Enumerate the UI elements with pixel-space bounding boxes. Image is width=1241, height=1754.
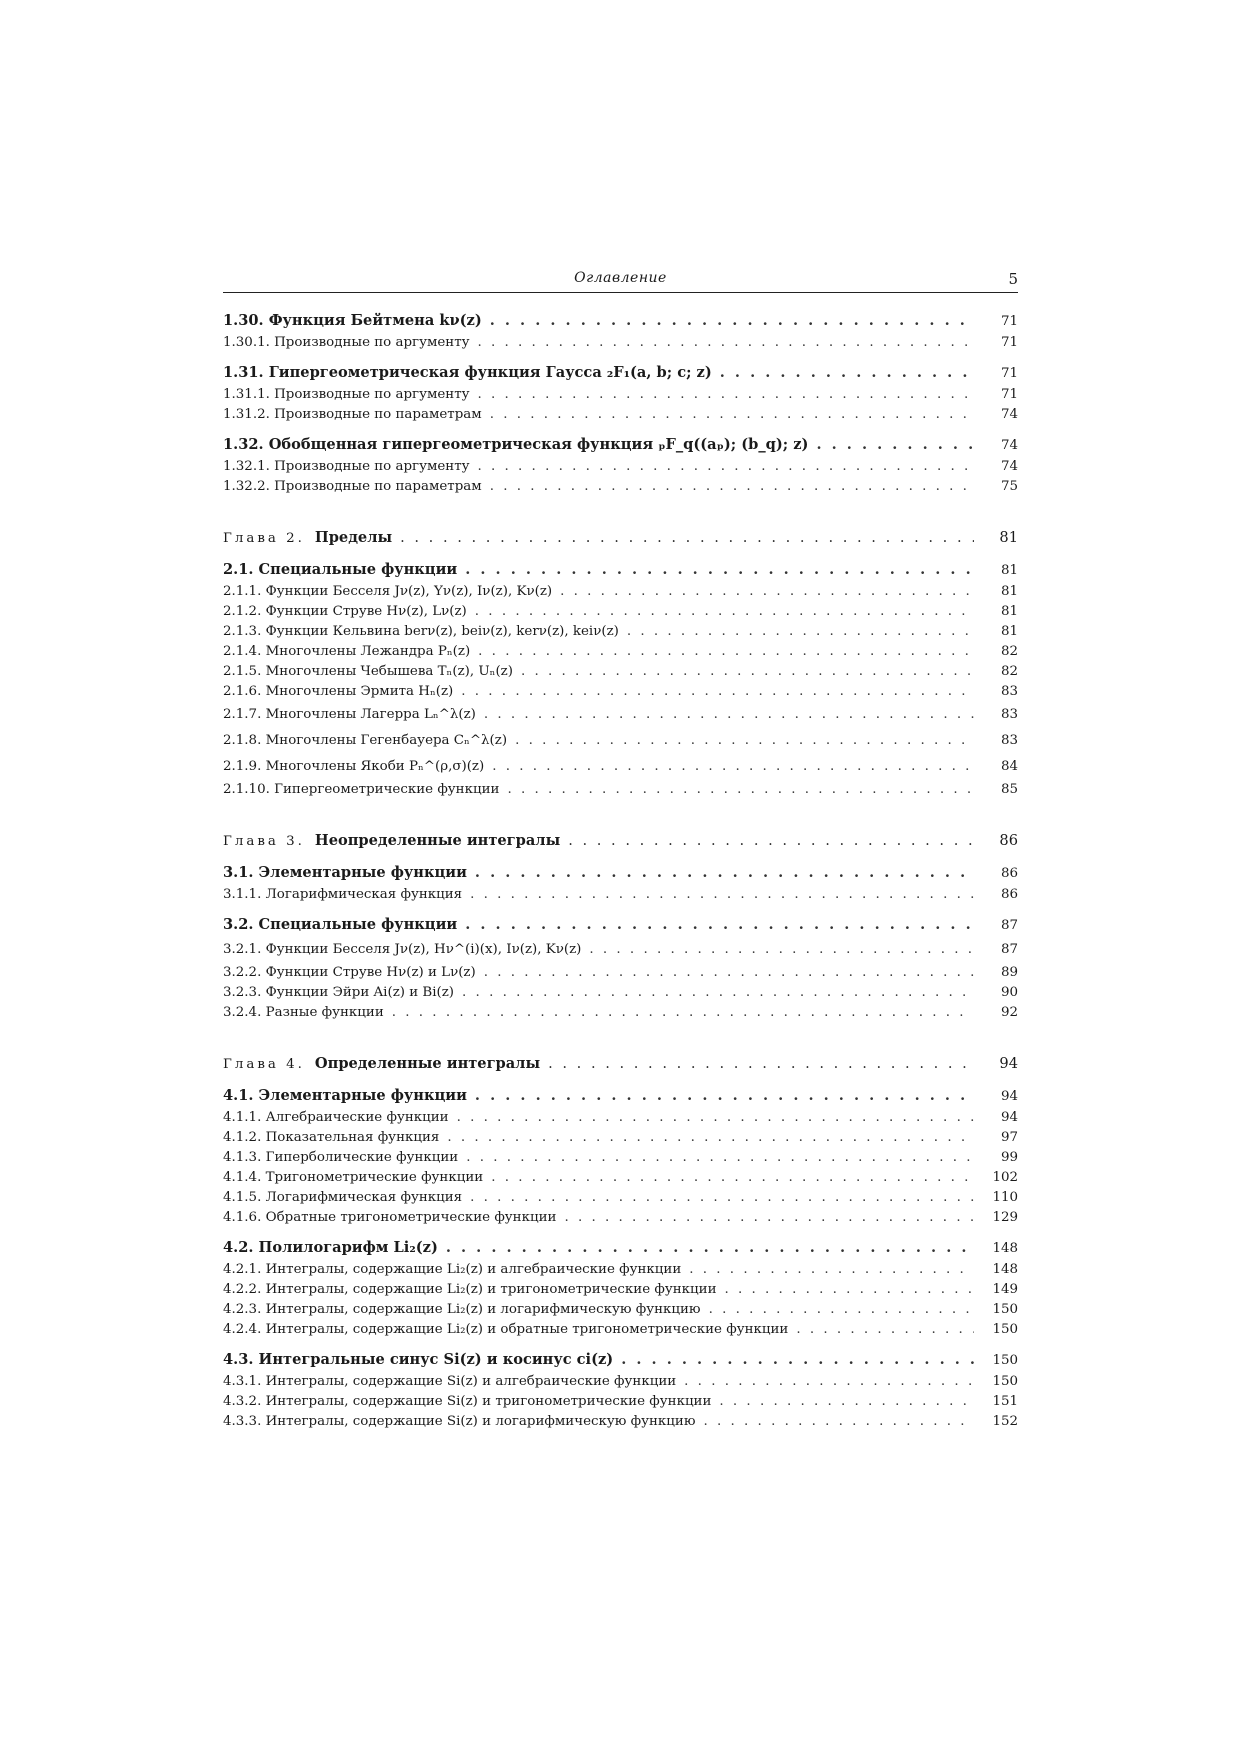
entry-title: 4.1.5. Логарифмическая функция — [223, 1190, 463, 1205]
toc-subsection[interactable] — [223, 1188, 1018, 1208]
entry-title: 1.32.1. Производные по аргументу — [223, 459, 470, 474]
dot-leader — [484, 702, 974, 728]
entry-page-number: 71 — [1000, 314, 1018, 329]
entry-title: 4.2.2. Интегралы, содержащие Li₂(z) и тригонометрические функции — [223, 1282, 717, 1297]
toc-subsection[interactable] — [223, 728, 1018, 754]
spacer — [223, 353, 1018, 362]
entry-page-number: 74 — [1000, 438, 1018, 453]
entry-page-number: 71 — [1000, 335, 1018, 350]
entry-title: 2.1.10. Гипергеометрические функции — [223, 782, 500, 797]
toc-subsection[interactable] — [223, 682, 1018, 702]
entry-page-number: 81 — [1000, 604, 1018, 619]
entry-page-number: 82 — [1000, 644, 1018, 659]
spacer — [223, 1076, 1018, 1085]
entry-page-number: 71 — [1000, 366, 1018, 381]
entry-page-number: 74 — [1000, 459, 1018, 474]
dot-leader — [446, 1237, 974, 1259]
entry-title: 4.2.3. Интегралы, содержащие Li₂(z) и логарифмическую функцию — [223, 1302, 701, 1317]
dot-leader — [470, 1188, 974, 1208]
chapter-title: Определенные интегралы — [314, 1055, 541, 1072]
dot-leader — [475, 862, 974, 884]
entry-page-number: 83 — [1000, 707, 1018, 722]
dot-leader — [475, 1085, 974, 1107]
entry-title: 4.1.1. Алгебраические функции — [223, 1110, 449, 1125]
entry-title: 3.1. Элементарные функции — [223, 864, 467, 881]
entry-title: 2.1.4. Многочлены Лежандра Pₙ(z) — [223, 644, 471, 659]
entry-title: 2.1.5. Многочлены Чебышева Tₙ(z), Uₙ(z) — [223, 664, 513, 679]
spacer — [223, 1023, 1018, 1053]
dot-leader — [475, 602, 974, 622]
dot-leader — [564, 1208, 974, 1228]
toc-subsection[interactable] — [223, 1280, 1018, 1300]
dot-leader — [521, 662, 974, 682]
entry-title: 4.3. Интегральные синус Si(z) и косинус ci(z) — [223, 1351, 614, 1368]
entry-page-number: 75 — [1000, 479, 1018, 494]
header-page-number: 5 — [1008, 270, 1018, 288]
dot-leader — [709, 1300, 974, 1320]
dot-leader — [621, 1349, 974, 1371]
dot-leader — [457, 1108, 974, 1128]
dot-leader — [689, 1260, 974, 1280]
entry-title: 4.2.4. Интегралы, содержащие Li₂(z) и обратные тригонометрические функции — [223, 1322, 789, 1337]
dot-leader — [478, 642, 974, 662]
entry-page-number: 89 — [1000, 965, 1018, 980]
toc-chapter[interactable] — [223, 527, 1018, 550]
entry-page-number: 81 — [1000, 563, 1018, 578]
entry-page-number: 92 — [1000, 1005, 1018, 1020]
entry-page-number: 83 — [1000, 684, 1018, 699]
entry-title: 4.1.6. Обратные тригонометрические функции — [223, 1210, 557, 1225]
toc-subsection[interactable] — [223, 662, 1018, 682]
entry-page-number: 151 — [992, 1394, 1018, 1409]
entry-page-number: 83 — [1000, 733, 1018, 748]
entry-title: 1.32.2. Производные по параметрам — [223, 479, 482, 494]
entry-page-number: 86 — [1000, 887, 1018, 902]
toc-subsection[interactable] — [223, 1168, 1018, 1188]
toc-subsection[interactable] — [223, 937, 1018, 963]
entry-title: 1.32. Обобщенная гипергеометрическая функция ₚF_q((aₚ); (b_q); z) — [223, 436, 809, 453]
toc-subsection[interactable] — [223, 1108, 1018, 1128]
dot-leader — [484, 963, 974, 983]
toc-section[interactable] — [223, 434, 1018, 457]
dot-leader — [796, 1320, 974, 1340]
entry-page-number: 152 — [992, 1414, 1018, 1429]
entry-title: 3.2.2. Функции Струве Hν(z) и Lν(z) — [223, 965, 476, 980]
entry-page-number: 99 — [1000, 1150, 1018, 1165]
toc-subsection[interactable] — [223, 963, 1018, 983]
toc-subsection[interactable] — [223, 385, 1018, 405]
entry-title: 3.2.1. Функции Бесселя Jν(z), Hν^(i)(x), Iν(z), Kν(z) — [223, 942, 582, 957]
entry-title: 1.31.2. Производные по параметрам — [223, 407, 482, 422]
spacer — [223, 497, 1018, 527]
entry-title: 1.31.1. Производные по аргументу — [223, 387, 470, 402]
toc-subsection[interactable] — [223, 780, 1018, 800]
entry-title: 1.31. Гипергеометрическая функция Гаусса ₂F₁(a, b; c; z) — [223, 364, 712, 381]
entry-page-number: 74 — [1000, 407, 1018, 422]
entry-page-number: 94 — [1000, 1110, 1018, 1125]
dot-leader — [478, 333, 975, 353]
entry-page-number: 85 — [1000, 782, 1018, 797]
entry-title: 1.30. Функция Бейтмена kν(z) — [223, 312, 482, 329]
toc-subsection[interactable] — [223, 642, 1018, 662]
dot-leader — [548, 1053, 974, 1075]
dot-leader — [392, 1003, 974, 1023]
entry-page-number: 81 — [999, 529, 1018, 546]
toc-section[interactable] — [223, 1349, 1018, 1372]
chapter-title: Пределы — [314, 529, 393, 546]
toc-subsection[interactable] — [223, 333, 1018, 353]
entry-title: 2.1.8. Многочлены Гегенбауера Cₙ^λ(z) — [223, 733, 508, 748]
entry-title: 3.1.1. Логарифмическая функция — [223, 887, 463, 902]
spacer — [223, 550, 1018, 559]
toc-subsection[interactable] — [223, 983, 1018, 1003]
dot-leader — [816, 434, 974, 456]
spacer — [223, 1228, 1018, 1237]
toc-subsection[interactable] — [223, 1412, 1018, 1432]
toc-subsection[interactable] — [223, 885, 1018, 905]
toc-section[interactable] — [223, 559, 1018, 582]
dot-leader — [490, 405, 974, 425]
toc-section[interactable] — [223, 1237, 1018, 1260]
entry-page-number: 94 — [1000, 1089, 1018, 1104]
toc-subsection[interactable] — [223, 457, 1018, 477]
entry-page-number: 129 — [992, 1210, 1018, 1225]
entry-title: 2.1.1. Функции Бесселя Jν(z), Yν(z), Iν(z), Kν(z) — [223, 584, 553, 599]
toc-subsection[interactable] — [223, 1372, 1018, 1392]
toc-subsection[interactable] — [223, 754, 1018, 780]
dot-leader — [478, 385, 975, 405]
toc-subsection[interactable] — [223, 477, 1018, 497]
dot-leader — [465, 914, 974, 936]
dot-leader — [490, 477, 974, 497]
entry-title: 4.3.2. Интегралы, содержащие Si(z) и тригонометрические функции — [223, 1394, 712, 1409]
dot-leader — [725, 1280, 975, 1300]
entry-page-number: 87 — [1000, 918, 1018, 933]
running-header — [223, 270, 1018, 293]
toc-subsection[interactable] — [223, 1320, 1018, 1340]
entry-page-number: 84 — [1000, 759, 1018, 774]
toc-chapter[interactable] — [223, 830, 1018, 853]
document-page — [223, 270, 1018, 1432]
spacer — [223, 1340, 1018, 1349]
chapter-heading — [223, 527, 392, 550]
entry-title: 2.1.2. Функции Струве Hν(z), Lν(z) — [223, 604, 467, 619]
chapter-number: Глава 3. — [223, 834, 305, 849]
toc-subsection[interactable] — [223, 1128, 1018, 1148]
toc-section[interactable] — [223, 310, 1018, 333]
spacer — [223, 800, 1018, 830]
spacer — [223, 425, 1018, 434]
entry-page-number: 150 — [992, 1374, 1018, 1389]
toc-subsection[interactable] — [223, 405, 1018, 425]
dot-leader — [466, 1148, 974, 1168]
entry-page-number: 81 — [1000, 624, 1018, 639]
toc-subsection[interactable] — [223, 1208, 1018, 1228]
dot-leader — [507, 780, 974, 800]
dot-leader — [627, 622, 974, 642]
chapter-number: Глава 2. — [223, 531, 305, 546]
toc-subsection[interactable] — [223, 1300, 1018, 1320]
entry-title: 2.1.9. Многочлены Якоби Pₙ^(ρ,σ)(z) — [223, 759, 485, 774]
dot-leader — [462, 983, 974, 1003]
chapter-heading — [223, 830, 560, 853]
entry-page-number: 87 — [1000, 942, 1018, 957]
entry-page-number: 82 — [1000, 664, 1018, 679]
dot-leader — [560, 582, 974, 602]
toc-subsection[interactable] — [223, 582, 1018, 602]
entry-page-number: 150 — [992, 1322, 1018, 1337]
toc-subsection[interactable] — [223, 1148, 1018, 1168]
dot-leader — [589, 937, 974, 963]
entry-page-number: 150 — [992, 1302, 1018, 1317]
chapter-heading — [223, 1053, 540, 1076]
dot-leader — [400, 527, 974, 549]
dot-leader — [515, 728, 974, 754]
entry-page-number: 148 — [992, 1241, 1018, 1256]
entry-title: 3.2. Специальные функции — [223, 916, 458, 933]
entry-title: 2.1.3. Функции Кельвина berν(z), beiν(z), kerν(z), keiν(z) — [223, 624, 619, 639]
entry-page-number: 81 — [1000, 584, 1018, 599]
entry-page-number: 71 — [1000, 387, 1018, 402]
chapter-number: Глава 4. — [223, 1057, 305, 1072]
dot-leader — [478, 457, 975, 477]
dot-leader — [470, 885, 974, 905]
dot-leader — [568, 830, 974, 852]
toc-subsection[interactable] — [223, 1260, 1018, 1280]
dot-leader — [492, 754, 974, 780]
toc-subsection[interactable] — [223, 702, 1018, 728]
entry-title: 4.1.3. Гиперболические функции — [223, 1150, 459, 1165]
entry-page-number: 97 — [1000, 1130, 1018, 1145]
entry-page-number: 148 — [992, 1262, 1018, 1277]
entry-title: 4.3.3. Интегралы, содержащие Si(z) и логарифмическую функцию — [223, 1414, 696, 1429]
header-title: Оглавление — [574, 270, 667, 286]
entry-title: 3.2.3. Функции Эйри Ai(z) и Bi(z) — [223, 985, 455, 1000]
table-of-contents — [223, 310, 1018, 1432]
toc-chapter[interactable] — [223, 1053, 1018, 1076]
entry-page-number: 150 — [992, 1353, 1018, 1368]
dot-leader — [720, 362, 974, 384]
toc-section[interactable] — [223, 914, 1018, 937]
dot-leader — [704, 1412, 975, 1432]
toc-subsection[interactable] — [223, 602, 1018, 622]
entry-title: 4.2. Полилогарифм Li₂(z) — [223, 1239, 438, 1256]
entry-page-number: 110 — [992, 1190, 1018, 1205]
toc-subsection[interactable] — [223, 1392, 1018, 1412]
dot-leader — [491, 1168, 974, 1188]
dot-leader — [684, 1372, 974, 1392]
dot-leader — [490, 310, 974, 332]
entry-page-number: 86 — [999, 832, 1018, 849]
entry-page-number: 149 — [992, 1282, 1018, 1297]
toc-section[interactable] — [223, 862, 1018, 885]
entry-title: 4.3.1. Интегралы, содержащие Si(z) и алгебраические функции — [223, 1374, 677, 1389]
entry-title: 4.1. Элементарные функции — [223, 1087, 467, 1104]
entry-title: 3.2.4. Разные функции — [223, 1005, 384, 1020]
toc-subsection[interactable] — [223, 622, 1018, 642]
toc-section[interactable] — [223, 362, 1018, 385]
entry-page-number: 90 — [1000, 985, 1018, 1000]
entry-title: 2.1.7. Многочлены Лагерра Lₙ^λ(z) — [223, 707, 476, 722]
entry-title: 4.1.2. Показательная функция — [223, 1130, 440, 1145]
toc-subsection[interactable] — [223, 1003, 1018, 1023]
entry-page-number: 86 — [1000, 866, 1018, 881]
spacer — [223, 905, 1018, 914]
entry-title: 1.30.1. Производные по аргументу — [223, 335, 470, 350]
dot-leader — [465, 559, 974, 581]
entry-page-number: 102 — [992, 1170, 1018, 1185]
toc-section[interactable] — [223, 1085, 1018, 1108]
entry-title: 4.1.4. Тригонометрические функции — [223, 1170, 484, 1185]
dot-leader — [461, 682, 974, 702]
spacer — [223, 853, 1018, 862]
dot-leader — [447, 1128, 974, 1148]
chapter-title: Неопределенные интегралы — [314, 832, 561, 849]
entry-page-number: 94 — [999, 1055, 1018, 1072]
entry-title: 2.1.6. Многочлены Эрмита Hₙ(z) — [223, 684, 454, 699]
entry-title: 4.2.1. Интегралы, содержащие Li₂(z) и алгебраические функции — [223, 1262, 682, 1277]
entry-title: 2.1. Специальные функции — [223, 561, 458, 578]
dot-leader — [719, 1392, 974, 1412]
